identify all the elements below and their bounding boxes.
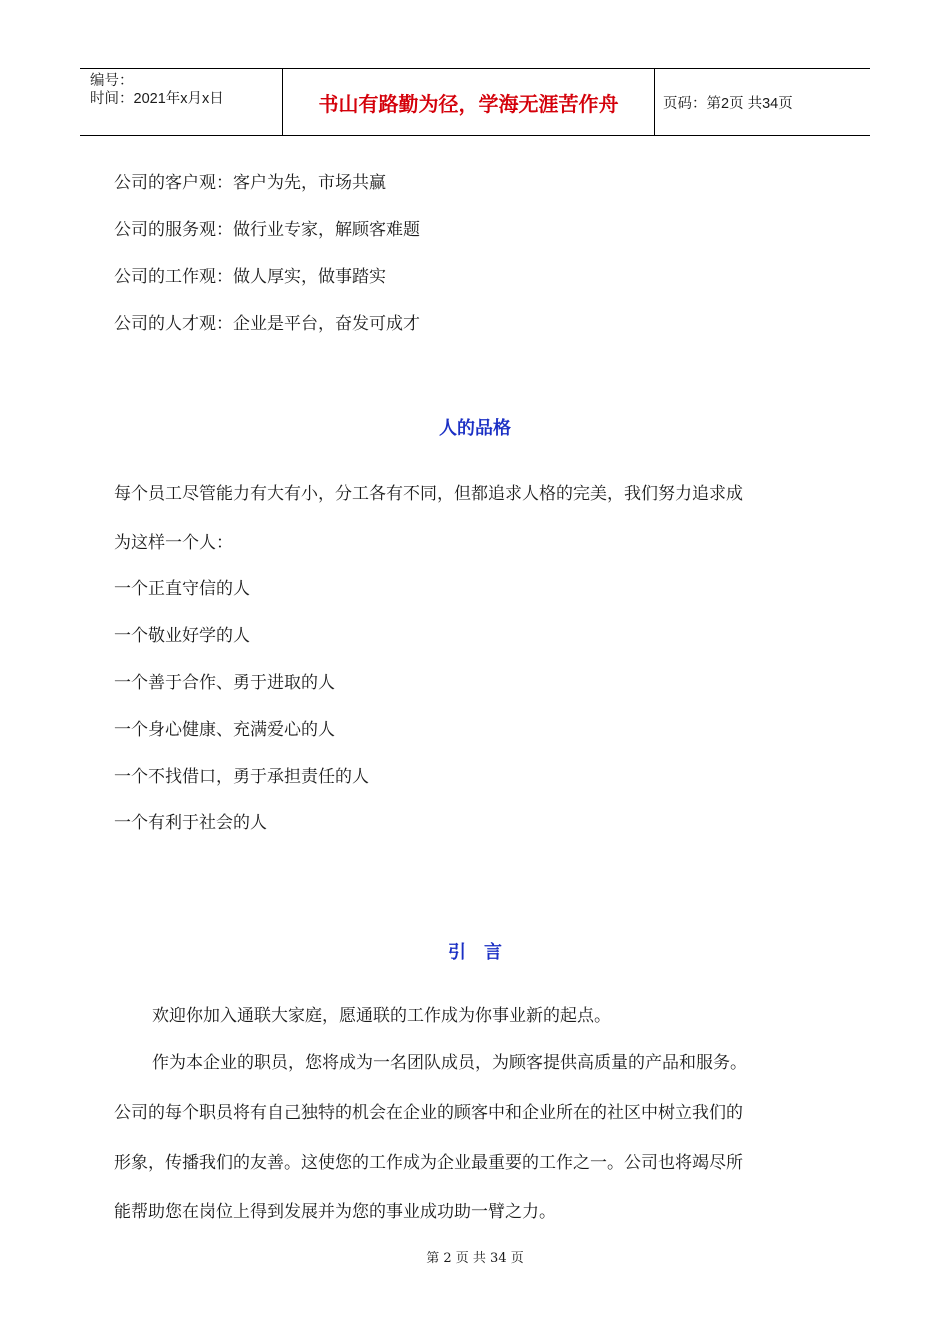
header-motto: 书山有路勤为径，学海无涯苦作舟 bbox=[282, 69, 655, 135]
character-item: 一个身心健康、充满爱心的人 bbox=[114, 720, 335, 740]
character-intro-line-2: 为这样一个人： bbox=[114, 533, 233, 553]
value-customer: 公司的客户观：客户为先，市场共赢 bbox=[114, 173, 386, 193]
character-item: 一个正直守信的人 bbox=[114, 579, 250, 599]
character-item: 一个敬业好学的人 bbox=[114, 626, 250, 646]
page-footer: 第 2 页 共 34 页 bbox=[426, 1251, 524, 1266]
value-talent: 公司的人才观：企业是平台，奋发可成才 bbox=[114, 314, 420, 334]
value-service: 公司的服务观：做行业专家，解顾客难题 bbox=[114, 220, 420, 240]
character-item: 一个有利于社会的人 bbox=[114, 813, 267, 833]
time-label: 时间：2021年x月x日 bbox=[90, 91, 224, 107]
character-item: 一个不找借口，勇于承担责任的人 bbox=[114, 767, 369, 787]
preface-line: 能帮助您在岗位上得到发展并为您的事业成功助一臂之力。 bbox=[114, 1202, 556, 1222]
preface-line: 形象，传播我们的友善。这使您的工作成为企业最重要的工作之一。公司也将竭尽所 bbox=[114, 1153, 743, 1173]
value-work: 公司的工作观：做人厚实，做事踏实 bbox=[114, 267, 386, 287]
section-title-character: 人的品格 bbox=[439, 418, 511, 439]
document-header bbox=[80, 68, 870, 136]
character-intro-line-1: 每个员工尽管能力有大有小，分工各有不同，但都追求人格的完美，我们努力追求成 bbox=[114, 484, 743, 504]
preface-line: 作为本企业的职员，您将成为一名团队成员，为顾客提供高质量的产品和服务。 bbox=[152, 1053, 747, 1073]
preface-line: 公司的每个职员将有自己独特的机会在企业的顾客中和企业所在的社区中树立我们的 bbox=[114, 1103, 743, 1123]
preface-line: 欢迎你加入通联大家庭，愿通联的工作成为你事业新的起点。 bbox=[152, 1006, 611, 1026]
number-label: 编号： bbox=[90, 73, 134, 89]
header-left-cell bbox=[80, 69, 282, 135]
character-item: 一个善于合作、勇于进取的人 bbox=[114, 673, 335, 693]
section-title-preface: 引 言 bbox=[448, 942, 502, 963]
header-page-info: 页码：第2页 共34页 bbox=[663, 95, 793, 112]
